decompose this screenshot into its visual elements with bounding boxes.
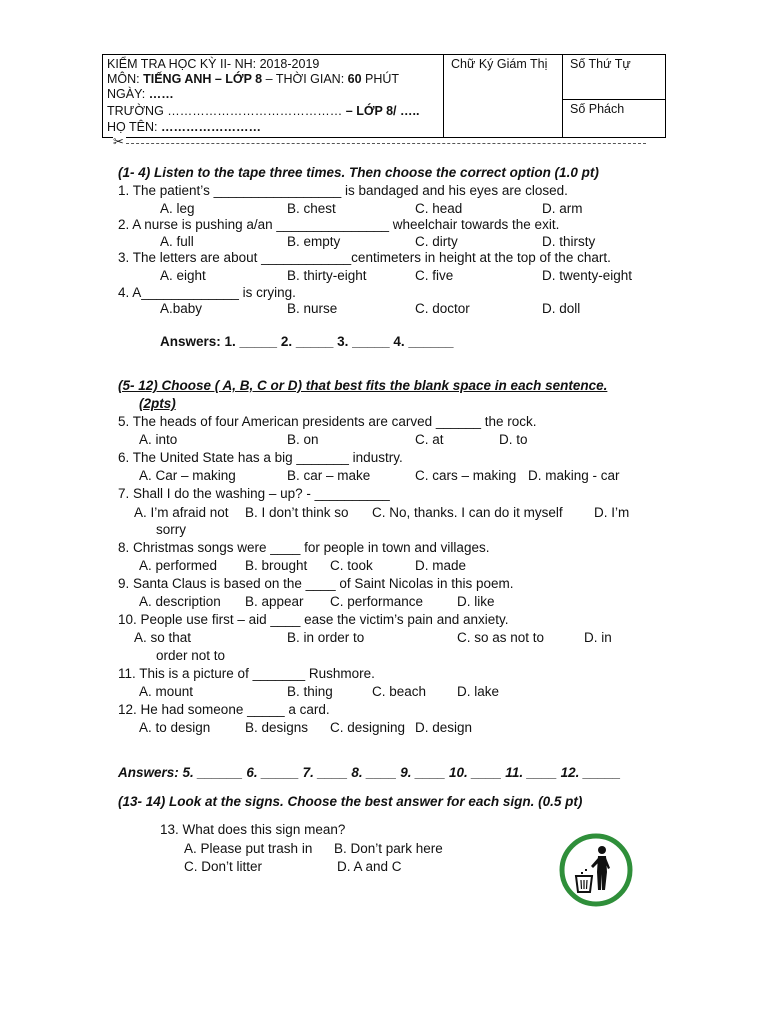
q13-option-a: A. Please put trash in	[184, 841, 313, 856]
q1-option-d: D. arm	[542, 201, 583, 216]
q7-option-d: D. I’m	[594, 505, 630, 520]
q7-option-b: B. I don’t think so	[245, 505, 349, 520]
supervisor-signature-label: Chữ Ký Giám Thị	[451, 57, 548, 71]
code-number-label: Số Phách	[570, 102, 625, 116]
q6-option-d: D. making - car	[528, 468, 620, 483]
q4-option-c: C. doctor	[415, 301, 470, 316]
question-13: 13. What does this sign mean?	[160, 822, 346, 837]
q8-option-d: D. made	[415, 558, 467, 573]
q11-option-c: C. beach	[372, 684, 427, 699]
q7-option-a: A. I’m afraid not	[134, 505, 229, 520]
question-3: 3. The letters are about ____________centimeters in height at the top of the chart.	[118, 250, 611, 265]
trash-bin-sign-icon	[558, 832, 634, 908]
q9-option-a: A. description	[139, 594, 221, 609]
question-12: 12. He had someone _____ a card.	[118, 702, 330, 717]
q3-option-d: D. twenty-eight	[542, 268, 633, 283]
q9-option-c: C. performance	[330, 594, 424, 609]
q13-option-d: D. A and C	[337, 859, 402, 874]
question-10: 10. People use first – aid ____ ease the victim’s pain and anxiety.	[118, 612, 509, 627]
q6-option-c: C. cars – making	[415, 468, 517, 483]
part2-answer-line: Answers: 5. ______ 6. _____ 7. ____ 8. ____ 9. ____ 10. ____ 11. ____ 12. _____	[118, 765, 621, 780]
q12-option-c: C. designing	[330, 720, 406, 735]
q3-option-b: B. thirty-eight	[287, 268, 367, 283]
header-line-name: HỌ TÊN: ……………………	[107, 120, 261, 134]
q7-option-d-wrap: sorry	[156, 522, 186, 537]
q8-option-a: A. performed	[139, 558, 218, 573]
q13-option-b: B. Don’t park here	[334, 841, 443, 856]
q10-option-d-wrap: order not to	[156, 648, 226, 663]
header-divider	[562, 55, 563, 137]
q4-option-b: B. nurse	[287, 301, 338, 316]
header-line-term: KIỂM TRA HỌC KỲ II- NH: 2018-2019	[107, 57, 320, 71]
question-2: 2. A nurse is pushing a/an _______________ wheelchair towards the exit.	[118, 217, 560, 232]
q2-option-d: D. thirsty	[542, 234, 596, 249]
q10-option-b: B. in order to	[287, 630, 365, 645]
serial-number-label: Số Thứ Tự	[570, 57, 631, 71]
header-line-school: TRƯỜNG …………………………………… – LỚP 8/ …..	[107, 104, 420, 118]
q12-option-d: D. design	[415, 720, 473, 735]
scissors-icon: ✂	[113, 134, 124, 149]
question-11: 11. This is a picture of _______ Rushmore.	[118, 666, 375, 681]
part2-title: (5- 12) Choose ( A, B, C or D) that best fits the blank space in each sentence.	[118, 378, 608, 393]
q4-option-a: A.baby	[160, 301, 203, 316]
q11-option-a: A. mount	[139, 684, 194, 699]
q11-option-d: D. lake	[457, 684, 500, 699]
q1-option-b: B. chest	[287, 201, 336, 216]
part1-title: (1- 4) Listen to the tape three times. Then choose the correct option (1.0 pt)	[118, 165, 599, 180]
q4-option-d: D. doll	[542, 301, 581, 316]
question-6: 6. The United State has a big _______ industry.	[118, 450, 403, 465]
q5-option-a: A. into	[139, 432, 178, 447]
q8-option-b: B. brought	[245, 558, 308, 573]
q5-option-b: B. on	[287, 432, 319, 447]
part2-title-points: (2pts)	[139, 396, 176, 411]
q6-option-b: B. car – make	[287, 468, 371, 483]
q3-option-a: A. eight	[160, 268, 206, 283]
q12-option-b: B. designs	[245, 720, 309, 735]
question-1: 1. The patient’s _________________ is bandaged and his eyes are closed.	[118, 183, 568, 198]
question-5: 5. The heads of four American presidents are carved ______ the rock.	[118, 414, 537, 429]
header-divider	[443, 55, 444, 137]
q1-option-a: A. leg	[160, 201, 195, 216]
question-9: 9. Santa Claus is based on the ____ of Saint Nicolas in this poem.	[118, 576, 514, 591]
q5-option-d: D. to	[499, 432, 528, 447]
q11-option-b: B. thing	[287, 684, 333, 699]
q10-option-d: D. in	[584, 630, 612, 645]
question-8: 8. Christmas songs were ____ for people in town and villages.	[118, 540, 490, 555]
header-line-subject: MÔN: TIẾNG ANH – LỚP 8 – THỜI GIAN: 60 PHÚT	[107, 72, 400, 86]
cut-line	[116, 143, 646, 144]
question-7: 7. Shall I do the washing – up? - __________	[118, 486, 390, 501]
q2-option-c: C. dirty	[415, 234, 458, 249]
q10-option-a: A. so that	[134, 630, 192, 645]
q10-option-c: C. so as not to	[457, 630, 545, 645]
exam-header-box	[102, 54, 666, 138]
q13-option-c: C. Don’t litter	[184, 859, 263, 874]
q8-option-c: C. took	[330, 558, 373, 573]
question-4: 4. A_____________ is crying.	[118, 285, 296, 300]
part3-title: (13- 14) Look at the signs. Choose the best answer for each sign. (0.5 pt)	[118, 794, 583, 809]
q7-option-c: C. No, thanks. I can do it myself	[372, 505, 563, 520]
q2-option-a: A. full	[160, 234, 194, 249]
q9-option-d: D. like	[457, 594, 495, 609]
q6-option-a: A. Car – making	[139, 468, 236, 483]
part1-answer-line: Answers: 1. _____ 2. _____ 3. _____ 4. ______	[160, 334, 454, 349]
q1-option-c: C. head	[415, 201, 463, 216]
q12-option-a: A. to design	[139, 720, 211, 735]
header-line-date: NGÀY: ……	[107, 87, 174, 101]
q3-option-c: C. five	[415, 268, 454, 283]
header-divider	[562, 99, 665, 100]
q2-option-b: B. empty	[287, 234, 341, 249]
q9-option-b: B. appear	[245, 594, 304, 609]
q5-option-c: C. at	[415, 432, 444, 447]
